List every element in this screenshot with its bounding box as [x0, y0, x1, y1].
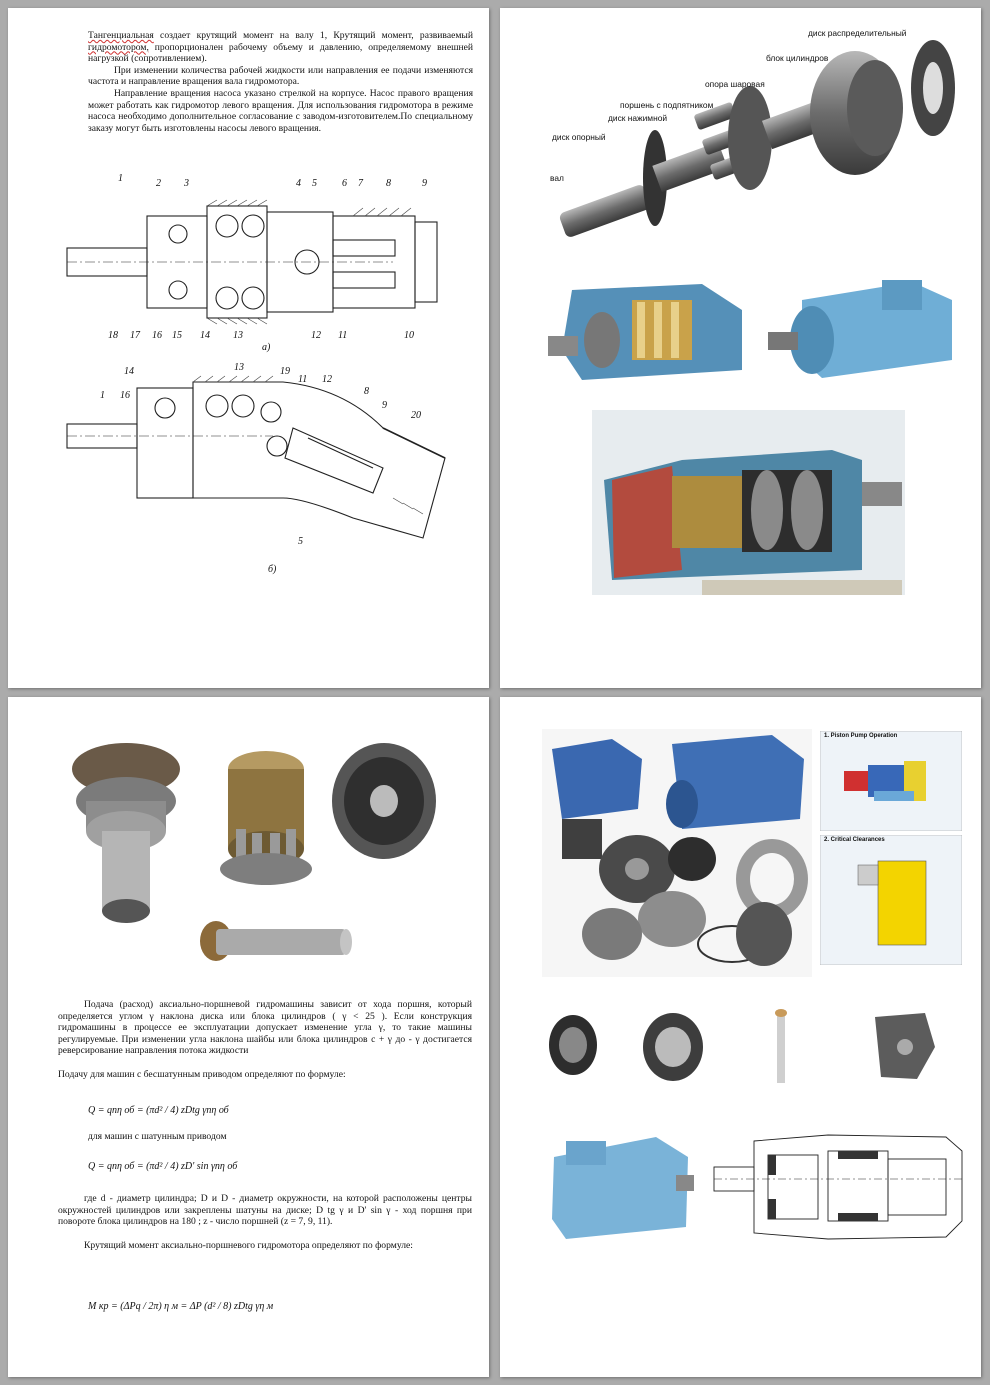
- drawing-a-number-14: 14: [200, 330, 210, 341]
- drawing-b-number-8: 8: [364, 386, 369, 397]
- blue-motor-image: [762, 270, 962, 390]
- page1-text-block: [88, 30, 473, 134]
- drawing-a-number-17: 17: [130, 330, 140, 341]
- drawing-a-number-1: 1: [118, 173, 123, 184]
- drawing-a-number-7: 7: [358, 178, 363, 189]
- word-tangential: Тангенциальная: [88, 30, 154, 41]
- callout-ball-support: опора шаровая: [705, 79, 765, 89]
- drawing-b-caption: б): [268, 564, 277, 575]
- page3-text-lower: [58, 1193, 472, 1251]
- critical-clearances-diagram: [820, 835, 962, 965]
- drawing-b-number-20: 20: [411, 410, 421, 421]
- cutaway-motor-photo: [592, 410, 905, 595]
- drawing-a-number-16: 16: [152, 330, 162, 341]
- drawing-a-number-4: 4: [296, 178, 301, 189]
- drawing-b-number-12: 12: [322, 374, 332, 385]
- drawing-b-number-5: 5: [298, 536, 303, 547]
- paragraph-2: При изменении количества рабочей жидкости или направления ее подачи изменяются частота и направление вращения вала гидромотора.: [88, 64, 473, 88]
- drawing-a-number-12: 12: [311, 330, 321, 341]
- paragraph-formula-1-intro: Подачу для машин с бесшатунным приводом определяют по формуле:: [58, 1068, 346, 1080]
- paragraph-flow-intro: Подача (расход) аксиально-поршневой гидромашины зависит от хода поршня, который определяется углом γ наклона диска или блока цилиндров ( γ < 25 ). Если конструкция гидромашины в процессе ее эксплуатации допускает изменение угла γ, то такие машины регулируемые. При изменении угла наклона шайбы или блока цилиндров с + γ до - γ достигается реверсирование направления потока жидкости: [58, 999, 472, 1057]
- disassembled-parts-photo: [66, 719, 438, 991]
- paragraph-1-part-b: создает крутящий момент на валу 1, Крутящий момент, развиваемый: [153, 30, 473, 41]
- pump-parts-collage: [542, 729, 812, 977]
- cutaway-pump-image: [542, 270, 757, 390]
- drawing-a-number-18: 18: [108, 330, 118, 341]
- drawing-b-number-13: 13: [234, 362, 244, 373]
- drawing-a-number-11: 11: [338, 330, 348, 341]
- drawing-a-number-10: 10: [404, 330, 414, 341]
- piston-pump-operation-diagram: [820, 731, 962, 831]
- drawing-b-number-9: 9: [382, 400, 387, 411]
- callout-pressure-disk: диск нажимной: [608, 113, 668, 123]
- exploded-view-illustration: [545, 38, 965, 258]
- drawing-a-number-13: 13: [233, 330, 243, 341]
- paragraph-torque-intro: Крутящий момент аксиально-поршневого гидромотора определяют по формуле:: [84, 1239, 413, 1251]
- page-4: [500, 697, 981, 1377]
- page-1: [8, 8, 489, 688]
- paragraph-formula-2-intro: для машин с шатунным приводом: [88, 1131, 227, 1142]
- formula-flow-connecting-rod: Q = qnη об = (πd² / 4) zD' sin γnη об: [88, 1161, 238, 1172]
- paragraph-1-part-d: пропорционален рабочему объему и давлению, определяемому внешней нагрузкой (сопротивлением).: [88, 41, 473, 65]
- drawing-a-number-3: 3: [184, 178, 189, 189]
- formula-flow-shaftless: Q = qnη об = (πd² / 4) zDtg γnη об: [88, 1105, 229, 1116]
- drawing-a-number-2: 2: [156, 178, 161, 189]
- drawing-b-number-14: 14: [124, 366, 134, 377]
- drawing-b-number-16: 16: [120, 390, 130, 401]
- page3-text-upper: [58, 999, 472, 1081]
- parts-row-photos: [545, 1007, 965, 1087]
- blue-pump-photo: [546, 1127, 696, 1247]
- callout-distribution-disk: диск распределительный: [808, 28, 907, 38]
- callout-shaft: вал: [550, 173, 564, 183]
- word-hydromotor: гидромотором,: [88, 41, 149, 53]
- drawing-b-number-11: 11: [298, 374, 308, 385]
- drawing-a-number-6: 6: [342, 178, 347, 189]
- drawing-a-number-5: 5: [312, 178, 317, 189]
- drawing-a-number-9: 9: [422, 178, 427, 189]
- drawing-a-number-15: 15: [172, 330, 182, 341]
- callout-cylinder-block: блок цилиндров: [766, 53, 829, 63]
- callout-support-disk: диск опорный: [552, 132, 606, 142]
- formula-torque: M кр = (ΔPq / 2π) η м = ΔP (d² / 8) zDtg γη м: [88, 1301, 274, 1312]
- pump-cross-section-drawing: [708, 1121, 970, 1251]
- page-2: [500, 8, 981, 688]
- drawing-a-caption: а): [262, 342, 271, 353]
- technical-drawing-b: [53, 368, 453, 568]
- diagram1-title: 1. Piston Pump Operation: [824, 733, 898, 739]
- callout-piston: поршень с подпятником: [620, 100, 714, 110]
- paragraph-definitions: где d - диаметр цилиндра; D и D - диаметр окружности, на которой расположены центры окружностей цилиндров или закреплены шатуны на диске; D tg γ и D' sin γ - ход поршня при повороте блока цилиндров на 180 ; z - число поршней (z = 7, 9, 11).: [58, 1193, 472, 1228]
- drawing-b-number-19: 19: [280, 366, 290, 377]
- paragraph-1: [88, 30, 473, 65]
- drawing-a-number-8: 8: [386, 178, 391, 189]
- paragraph-3: Направление вращения насоса указано стрелкой на корпусе. Насос правого вращения может работать как гидромотор левого вращения. Для использования гидромотора в режиме насоса необходимо дополнительное согласование с заводом-изготовителем.По специальному заказу могут быть изготовлены насосы левого вращения.: [88, 87, 473, 134]
- drawing-b-number-1: 1: [100, 390, 105, 401]
- page-3: [8, 697, 489, 1377]
- diagram2-title: 2. Critical Clearances: [824, 837, 885, 843]
